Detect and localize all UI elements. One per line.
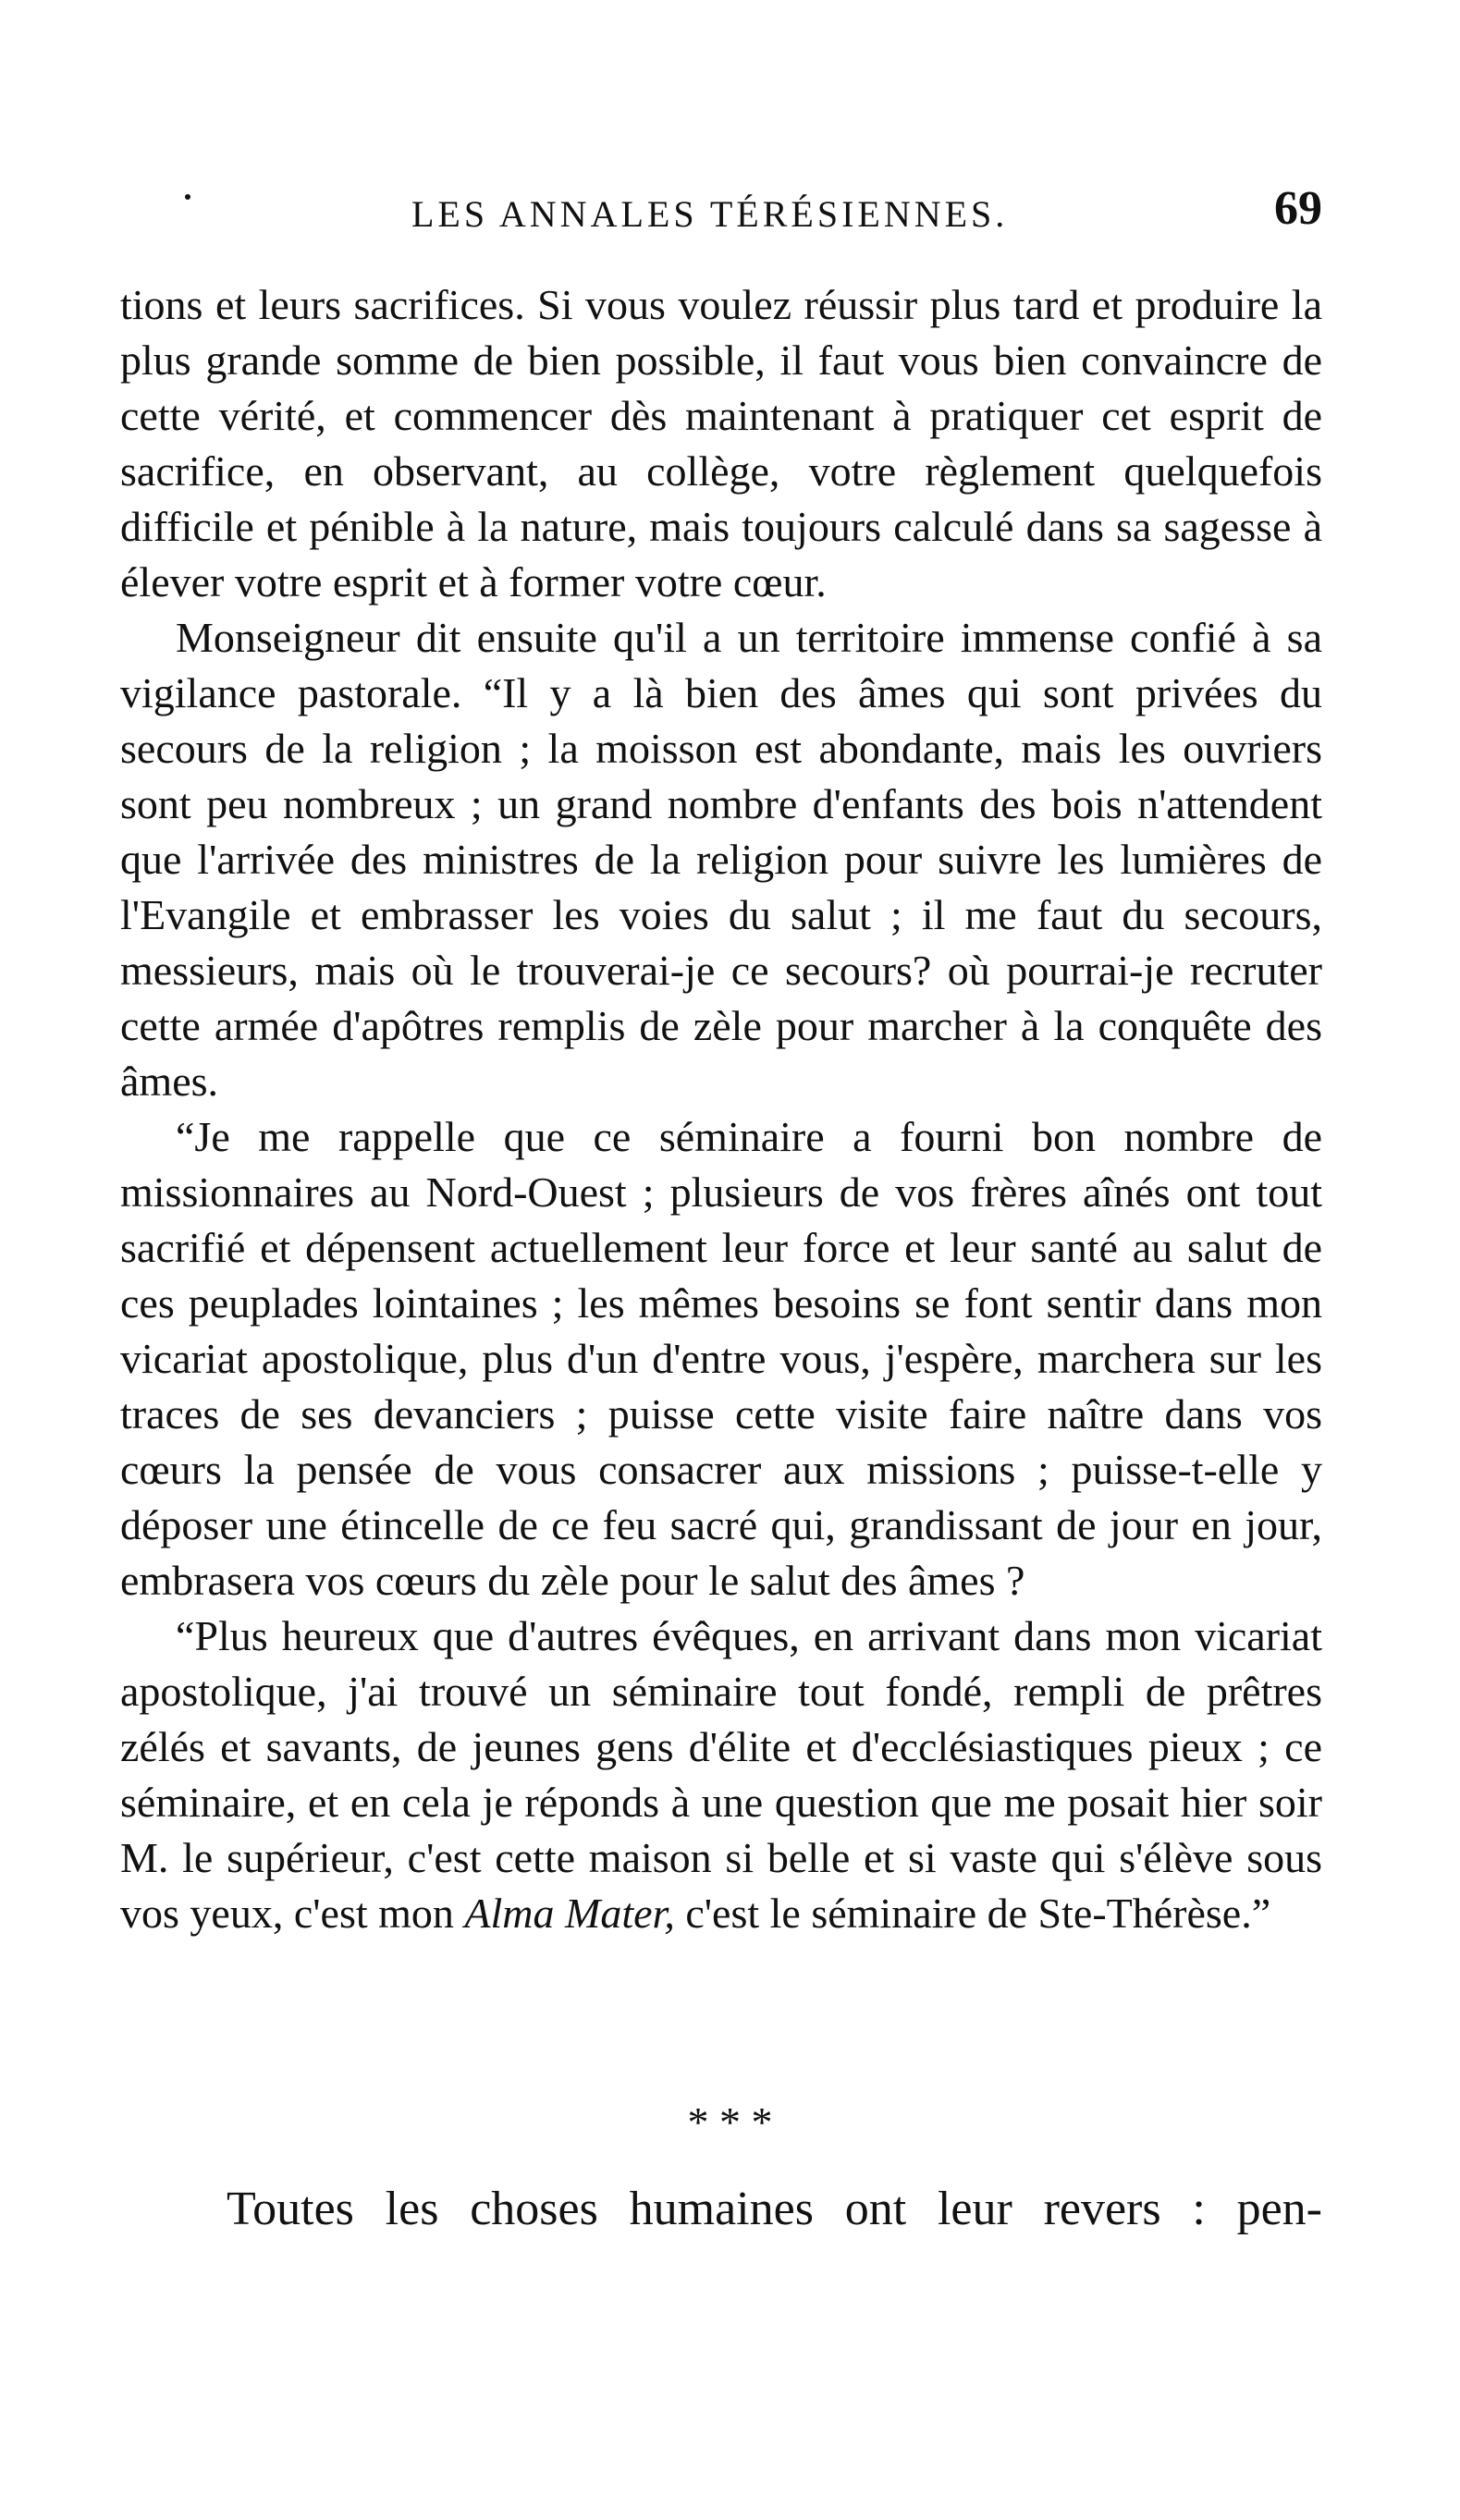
header-dot-mark <box>185 194 190 200</box>
running-title: LES ANNALES TÉRÉSIENNES. <box>411 193 1009 235</box>
page-header <box>120 181 1322 237</box>
final-line: Toutes les choses humaines ont leur revers : pen- <box>227 2183 1322 2235</box>
body-text <box>120 277 1322 1941</box>
paragraph-1: tions et leurs sacrifices. Si vous voulez réussir plus tard et produire la plus grande somme de bien possible, il faut vous bien convaincre de cette vérité, et commencer dès maintenant à pratiquer cet esprit de sacrifice, en observant, au collège, votre règlement quelquefois difficile et pénible à la nature, mais toujours calculé dans sa sagesse à élever votre esprit et à former votre cœur. <box>120 281 1322 606</box>
paragraph-2: Monseigneur dit ensuite qu'il a un territoire immense confié à sa vigilance pastorale. “Il y a là bien des âmes qui sont privées du secours de la religion ; la moisson est abondante, mais les ouvriers sont peu nombreux ; un grand nombre d'enfants des bois n'attendent que l'arrivée des ministres de la religion pour suivre les lumières de l'Evangile et embrasser les voies du salut ; il me faut du secours, messieurs, mais où le trouverai-je ce secours? où pourrai-je recruter cette armée d'apôtres remplis de zèle pour marcher à la conquête des âmes. <box>120 614 1322 1105</box>
paragraph-4-end: c'est le séminaire de Ste-Thérèse.” <box>685 1890 1271 1937</box>
section-break-asterism: * * * <box>687 2098 773 2146</box>
paragraph-4-text: “Plus heureux que d'autres évêques, en arrivant dans mon vicariat apostolique, j'ai trouvé un séminaire tout fondé, rempli de prêtres zélés et savants, de jeunes gens d'élite et d'ecclésiastiques pieux ; ce séminaire, et en cela je réponds à une question que me posait hier soir M. le supérieur, c'est cette maison si belle et si vaste qui s'élève sous vos yeux, c'est mon <box>120 1612 1322 1937</box>
alma-mater-italic: Alma Mater, <box>464 1890 675 1937</box>
paragraph-3: “Je me rappelle que ce séminaire a fourni bon nombre de missionnaires au Nord-Ouest ; plusieurs de vos frères aînés ont tout sacrifié et dépensent actuellement leur force et leur santé au salut de ces peuplades lointaines ; les mêmes besoins se font sentir dans mon vicariat apostolique, plus d'un d'entre vous, j'espère, marchera sur les traces de ses devanciers ; puisse cette visite faire naître dans vos cœurs la pensée de vous consacrer aux missions ; puisse-t-elle y déposer une étincelle de ce feu sacré qui, grandissant de jour en jour, embrasera vos cœurs du zèle pour le salut des âmes ? <box>120 1113 1322 1604</box>
page-number: 69 <box>1274 182 1322 235</box>
paragraph-4 <box>120 1609 1322 1941</box>
